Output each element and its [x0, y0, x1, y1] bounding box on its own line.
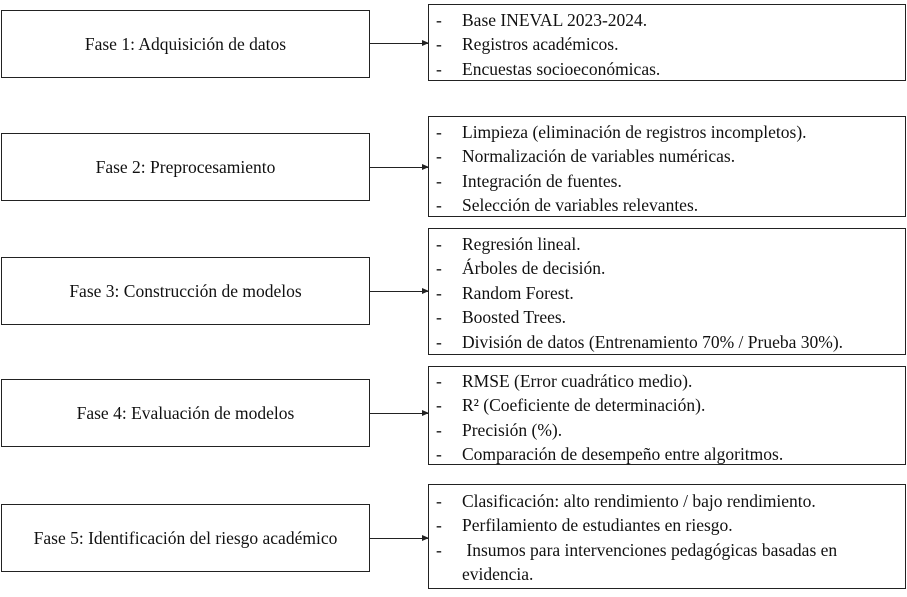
detail-item: - División de datos (Entrenamiento 70% / Prueba 30%).: [436, 330, 899, 354]
detail-item: - RMSE (Error cuadrático medio).: [436, 369, 899, 393]
phase-2-title: Fase 2: Preprocesamiento: [95, 156, 276, 177]
detail-item: - Base INEVAL 2023-2024.: [436, 8, 899, 32]
detail-item: - R² (Coeficiente de determinación).: [436, 393, 899, 417]
phase-4-arrow: [370, 413, 428, 414]
detail-item: - Regresión lineal.: [436, 232, 899, 256]
phase-2-arrow: [370, 167, 428, 168]
phase-4-box: [1, 379, 370, 447]
phase-3-title: Fase 3: Construcción de modelos: [69, 280, 302, 301]
phase-1-title: Fase 1: Adquisición de datos: [84, 33, 287, 54]
detail-item: - Encuestas socioeconómicas.: [436, 57, 899, 81]
detail-item: - Insumos para intervenciones pedagógicas basadas en evidencia.: [436, 538, 899, 587]
phase-1-arrow: [370, 43, 428, 44]
detail-item: - Boosted Trees.: [436, 305, 899, 329]
phase-3-arrow: [370, 291, 428, 292]
phase-5-arrow: [370, 538, 428, 539]
phase-5-box: [1, 504, 370, 572]
phase-2-details: [428, 116, 906, 217]
phase-3-box: [1, 257, 370, 325]
phase-4-title: Fase 4: Evaluación de modelos: [76, 402, 295, 423]
detail-item: - Árboles de decisión.: [436, 256, 899, 280]
phase-4-details: [428, 366, 906, 465]
phase-1-details: [428, 4, 906, 81]
detail-item: - Normalización de variables numéricas.: [436, 144, 899, 168]
detail-item: - Perfilamiento de estudiantes en riesgo.: [436, 513, 899, 537]
detail-item: - Random Forest.: [436, 281, 899, 305]
detail-item: - Precisión (%).: [436, 418, 899, 442]
phase-5-title: Fase 5: Identificación del riesgo académico: [33, 527, 338, 548]
detail-item: - Clasificación: alto rendimiento / bajo rendimiento.: [436, 489, 899, 513]
detail-item: - Registros académicos.: [436, 32, 899, 56]
detail-item: - Integración de fuentes.: [436, 169, 899, 193]
detail-item: - Comparación de desempeño entre algoritmos.: [436, 442, 899, 466]
phase-5-details: [428, 484, 906, 589]
phase-2-box: [1, 133, 370, 201]
detail-item: - Limpieza (eliminación de registros incompletos).: [436, 120, 899, 144]
phase-3-details: [428, 228, 906, 355]
detail-item: - Selección de variables relevantes.: [436, 193, 899, 217]
phase-1-box: [1, 10, 370, 78]
